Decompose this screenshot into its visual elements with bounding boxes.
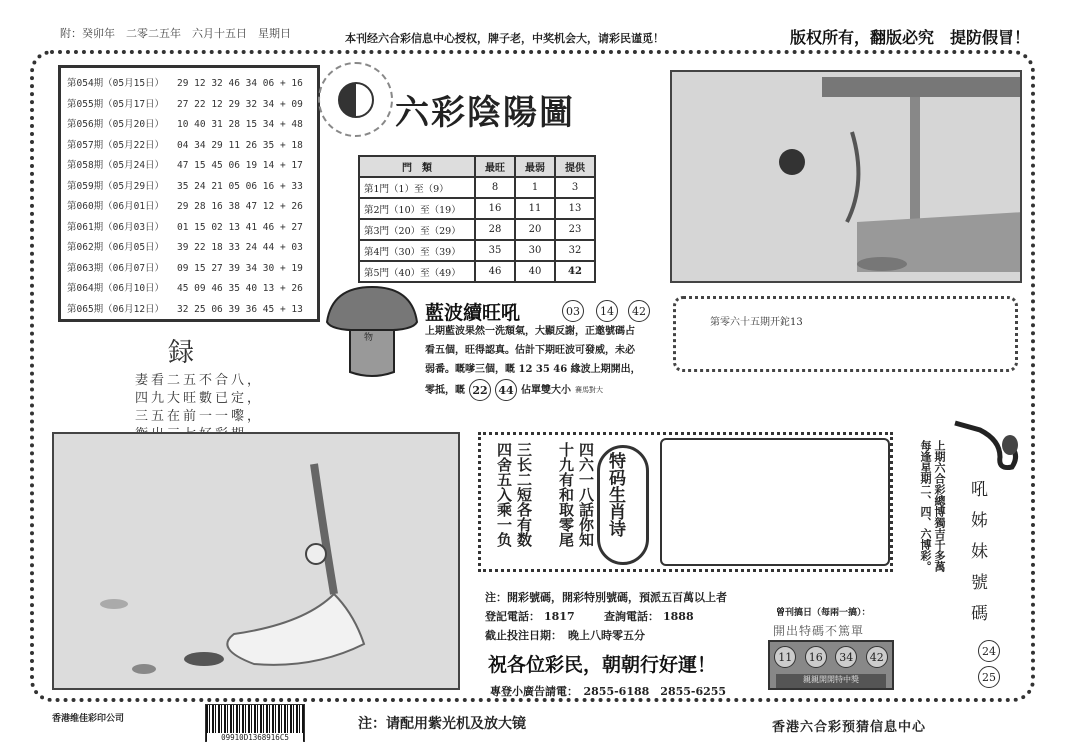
scholar-illustration <box>52 432 460 690</box>
poem-column: 十九有和取零尾 <box>557 442 575 547</box>
sister-balls <box>978 640 1000 688</box>
history-row: 第061期（06月03日） 01 15 02 13 41 46 + 27 <box>67 221 303 233</box>
jackpot-note: 上期六合彩總博獨吉千多萬 <box>933 440 946 572</box>
sister-numbers-title: 吼姊妹號碼 <box>967 480 987 635</box>
history-row: 第062期（06月05日） 39 22 18 33 24 44 + 03 <box>67 242 303 253</box>
page-title: 六彩陰陽圖 <box>395 93 575 133</box>
poem-column: 三长二短各有数 <box>515 442 533 547</box>
door-table-header: 門 類 最旺 最弱 提供 <box>359 156 595 177</box>
date-line: 附：癸卯年 二零二五年 六月十五日 星期日 <box>60 27 291 40</box>
poem-column: 四舍五入乘一负 <box>495 442 513 547</box>
number-ball: 24 <box>978 640 1000 662</box>
past-footer: 親親開開特中獎 <box>776 674 886 689</box>
lu-character: 録 <box>168 338 195 368</box>
yinyang-icon <box>318 62 393 137</box>
tema-badge-label: 特码生肖诗 <box>605 452 625 537</box>
blessing-text: 祝各位彩民，朝朝行好運！ <box>488 654 717 676</box>
table-row: 第1門（1）至（9） 8 1 3 <box>359 177 595 198</box>
history-row: 第063期（06月07日） 09 15 27 39 34 30 + 19 <box>67 262 303 274</box>
svg-text:物: 物 <box>364 333 374 343</box>
past-subtitle: 開出特碼不篤單 <box>773 624 865 638</box>
mushroom-icon <box>322 282 422 382</box>
past-title: 曾刊搞日（每兩一搞）： <box>776 608 871 618</box>
deadline-time: 晚上八時零五分 <box>568 629 645 642</box>
blue-wave-body: 上期藍波果然一洗頹氣，大顯反謝，正邀號碼占 看五個，旺得認真。估計下期旺波可發威，未必 弱番。嘅嗲三個，嘅 12 35 46 緣波上期開出， 零抵，嘅 22 44 佔單雙大小 賽馬對大 <box>425 322 665 401</box>
table-row: 第3門（20）至（29） 28 20 23 <box>359 219 595 240</box>
tema-notes-box <box>660 438 890 566</box>
number-ball: 25 <box>978 666 1000 688</box>
history-row: 第056期（05月20日） 10 40 31 28 15 34 + 48 <box>67 119 303 130</box>
authorization-notice: 本刊经六合彩信息中心授权，牌子老，中奖机会大，请彩民谨觅！ <box>345 32 664 45</box>
number-ball: 14 <box>596 300 618 322</box>
history-row: 第060期（06月01日） 29 28 16 38 47 12 + 26 <box>67 201 303 212</box>
table-row: 第2門（10）至（19） 16 11 13 <box>359 198 595 219</box>
number-ball: 03 <box>562 300 584 322</box>
printer-name: 香港维佳彩印公司 <box>52 714 125 724</box>
number-ball: 22 <box>469 379 491 401</box>
history-row: 第064期（06月10日） 45 09 46 35 40 13 + 26 <box>67 283 303 294</box>
table-row: 第5門（40）至（49） 46 40 42 <box>359 261 595 282</box>
number-ball: 42 <box>866 646 888 668</box>
history-row: 第065期（06月12日） 32 25 06 39 36 45 + 13 <box>67 303 303 315</box>
history-row: 第054期（05月15日） 29 12 32 46 34 06 + 16 <box>67 78 303 89</box>
barcode-number: 09910D1368916C5 <box>207 733 303 742</box>
saxophone-icon <box>950 415 1020 475</box>
number-ball: 44 <box>495 379 517 401</box>
copyright-notice: 版权所有，翻版必究 提防假冒！ <box>790 28 1031 47</box>
number-ball: 11 <box>774 646 796 668</box>
number-ball: 16 <box>805 646 827 668</box>
number-ball: 34 <box>835 646 857 668</box>
past-balls-box <box>768 640 894 690</box>
poem-column: 四六一八話你知 <box>577 442 595 547</box>
register-phone: 1817 <box>544 610 575 623</box>
table-row: 第4門（30）至（39） 35 30 32 <box>359 240 595 261</box>
notes-block: 注：開彩號碼，開彩特別號碼，預派五百萬以上者 登記電話： 1817 查詢電話： 1888 截止投注日期： 晚上八時零五分 <box>485 588 727 645</box>
history-row: 第055期（05月17日） 27 22 12 29 32 34 + 09 <box>67 98 303 110</box>
history-row: 第057期（05月22日） 04 34 29 11 26 35 + 18 <box>67 139 303 151</box>
pavilion-illustration <box>670 70 1022 283</box>
draw-days-note: 每逢星期二、四、六博彩。 <box>919 440 932 572</box>
info-center-name: 香港六合彩预猜信息中心 <box>772 720 927 735</box>
door-table <box>358 155 596 283</box>
ad-contact: 專登小廣告請電： 2855-6188 2855-6255 <box>490 685 727 698</box>
lu-poem: 妻看二五不合八， 四九大旺數已定， 三五在前一一嚟， <box>135 373 264 424</box>
query-phone: 1888 <box>663 610 694 623</box>
period-note-box <box>673 296 1018 372</box>
viewing-instruction: 注：请配用紫光机及放大镜 <box>358 716 526 732</box>
history-row: 第059期（05月29日） 35 24 21 05 06 16 + 33 <box>67 180 303 192</box>
number-ball: 42 <box>628 300 650 322</box>
history-box <box>58 65 320 322</box>
history-row: 第058期（05月24日） 47 15 45 06 19 14 + 17 <box>67 160 303 171</box>
blue-wave-title: 藍波續旺吼 <box>425 302 521 324</box>
period-note: 第零六十五期开鉈13 <box>710 317 803 328</box>
stamp-label: 賽馬對大 <box>575 385 603 394</box>
